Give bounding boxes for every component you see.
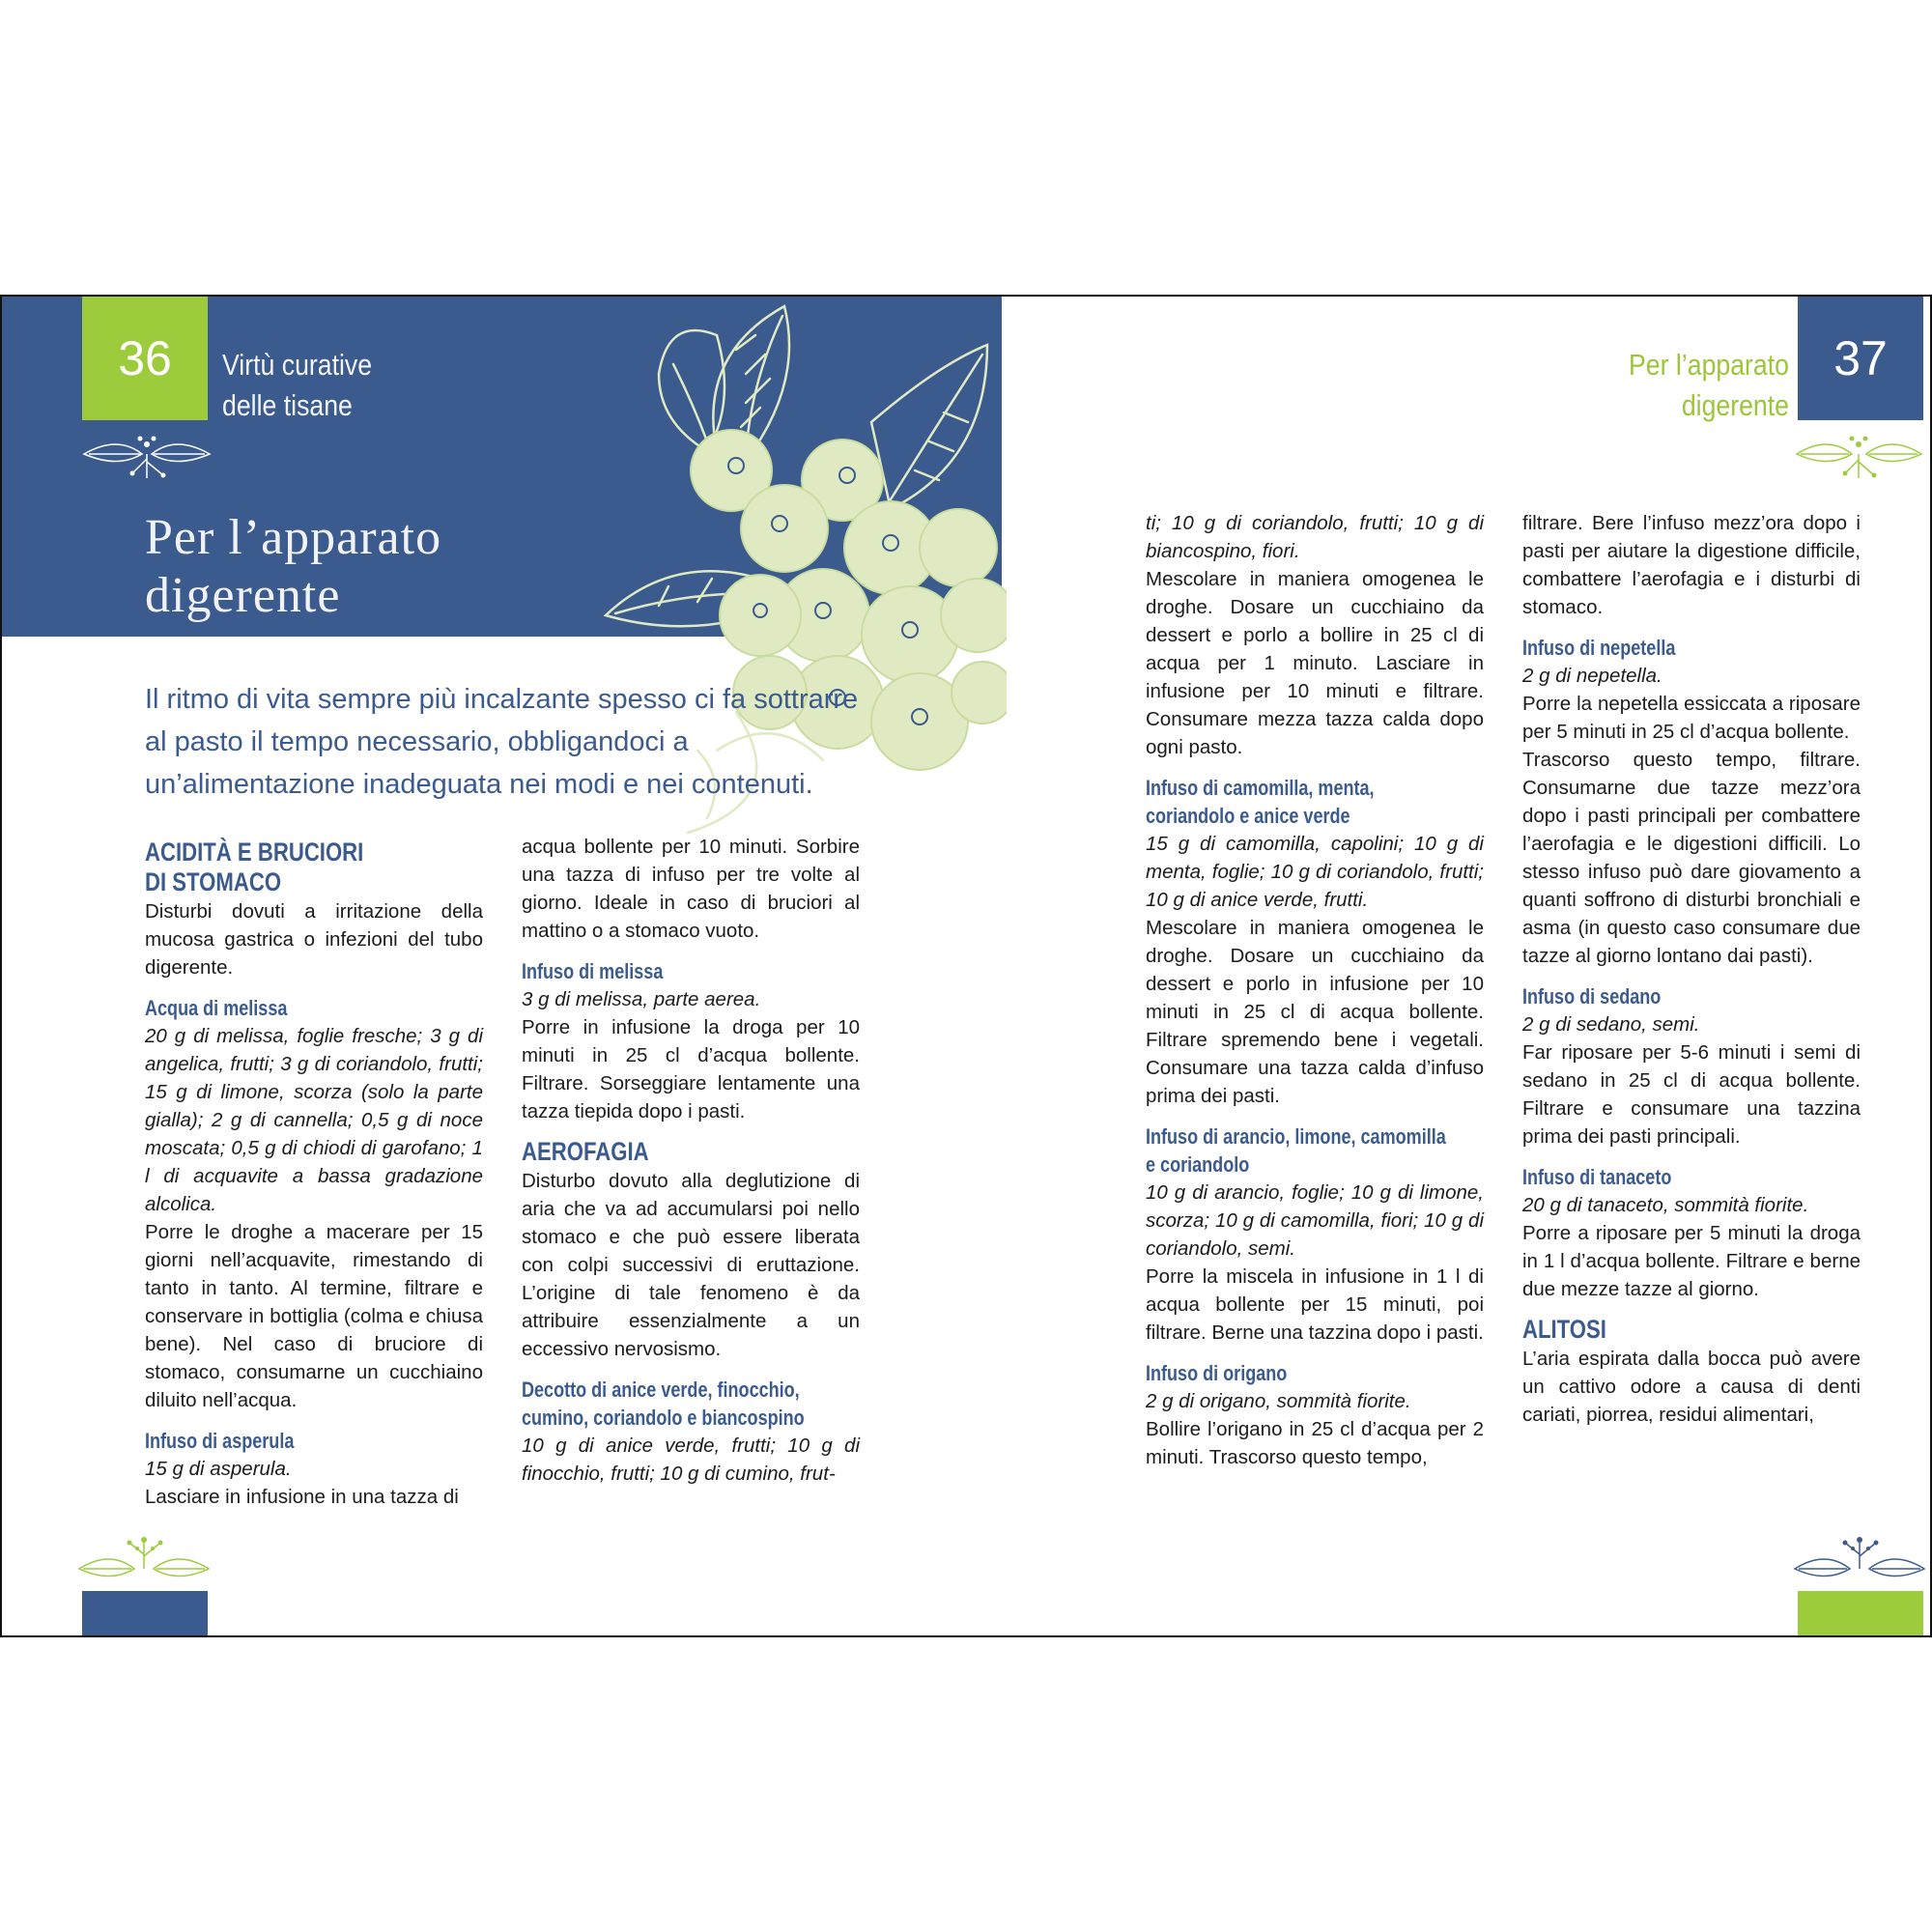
body-text: L’aria espirata dalla bocca può avere un cattivo odore a causa di denti cariati, piorrea, residui alimentari,: [1522, 1348, 1861, 1426]
body-text: Lasciare in infusione in una tazza di: [145, 1486, 459, 1508]
recipe-heading: Infuso di tanaceto: [1522, 1165, 1672, 1189]
body-text: Bollire l’origano in 25 cl d’acqua per 2 minuti. Trascorso questo tempo,: [1146, 1418, 1484, 1468]
chapter-title: [145, 509, 441, 625]
body-text: Porre le droghe a macerare per 15 giorni nell’acquavite, rimestando di tanto in tanto. Al termine, filtrare e conservare in bottiglia (colma e chiusa bene). Nel caso di bruciore di stomaco, consumarne un cucchiaino diluito nell’acqua.: [145, 1221, 483, 1411]
recipe-ingredients: 2 g di sedano, semi.: [1522, 1013, 1700, 1036]
recipe-heading: Infuso di melissa: [522, 959, 664, 983]
body-text: acqua bollente per 10 minuti. Sorbire una tazza di infuso per tre volte al giorno. Ideale in caso di bruciori al mattino o a stomaco vuoto.: [522, 836, 860, 942]
body-text: Porre la nepetella essiccata a riposare per 5 minuti in 25 cl d’acqua bollente.: [1522, 693, 1861, 743]
recipe-heading: Acqua di melissa: [145, 996, 288, 1020]
lead-paragraph: Il ritmo di vita sempre più incalzante spesso ci fa sottrarre al pasto il tempo necessario, obbligandoci a un’alimentazione inadeguata nei modi e nei contenuti.: [145, 684, 859, 800]
text-column-4: [1522, 509, 1861, 1429]
recipe-ingredients: 2 g di nepetella.: [1522, 665, 1662, 687]
recipe-heading: Infuso di nepetella: [1522, 636, 1676, 660]
page-number-left: 36: [82, 297, 208, 420]
running-head-line: Per l’apparato: [1629, 348, 1789, 382]
chapter-title-line: digerente: [145, 568, 341, 623]
running-head-left: [222, 345, 372, 426]
herb-ornament-icon: [1787, 1535, 1932, 1588]
book-spread: [0, 295, 1932, 1637]
text-column-1: [145, 838, 483, 1511]
chapter-title-line: Per l’apparato: [145, 510, 442, 565]
recipe-heading: Infuso di camomilla, menta, coriandolo e anice verde: [1146, 776, 1375, 828]
body-text: Disturbo dovuto alla deglutizione di aria che va ad accumularsi poi nello stomaco e che può essere liberata con colpi successivi di eruttazione. L’origine di tale fenomeno è da attribuire essenzialmente a un eccessivo nervosismo.: [522, 1170, 860, 1360]
text-column-3: [1146, 509, 1484, 1471]
recipe-heading: Infuso di origano: [1146, 1361, 1288, 1385]
recipe-ingredients: 10 g di anice verde, frutti; 10 g di finocchio, frutti; 10 g di cumino, frut-: [522, 1435, 860, 1485]
body-text: Porre la miscela in infusione in 1 l di acqua bollente per 15 minuti, poi filtrare. Berne una tazzina dopo i pasti.: [1146, 1265, 1484, 1344]
body-text: Trascorso questo tempo, filtrare. Consumarne due tazze mezz’ora dopo i pasti principali per combattere l’aerofagia e le digestioni difficili. Lo stesso infuso può dare giovamento a quanti soffrono di disturbi bronchiali e asma (in questo caso consumare due tazze al giorno lontano dai pasti).: [1522, 749, 1861, 967]
footer-block-left: [82, 1591, 208, 1637]
body-text: Porre a riposare per 5 minuti la droga in 1 l d’acqua bollente. Filtrare e berne due mezze tazze al giorno.: [1522, 1222, 1861, 1300]
recipe-heading: Infuso di asperula: [145, 1429, 295, 1453]
body-text: Porre in infusione la droga per 10 minuti in 25 cl d’acqua bollente. Filtrare. Sorseggiare lentamente una tazza tiepida dopo i pasti.: [522, 1016, 860, 1122]
section-heading-alitosi: ALITOSI: [1522, 1315, 1606, 1344]
running-head-line: delle tisane: [222, 388, 353, 422]
recipe-heading: Decotto di anice verde, finocchio, cumino, coriandolo e biancospino: [522, 1378, 805, 1430]
body-text: filtrare. Bere l’infuso mezz’ora dopo i pasti per aiutare la digestione difficile, combattere l’aerofagia e i disturbi di stomaco.: [1522, 512, 1861, 618]
herb-ornament-icon: [71, 1535, 216, 1588]
recipe-ingredients: 20 g di melissa, foglie fresche; 3 g di angelica, frutti; 3 g di coriandolo, frutti; 15 g di limone, scorza (solo la parte gialla); 2 g di cannella; 0,5 g di noce moscata; 0,5 g di chiodi di garofano; 1 l di acquavite a bassa gradazione alcolica.: [145, 1025, 483, 1215]
body-text: Mescolare in maniera omogenea le droghe. Dosare un cucchiaino da dessert e porlo a bollire in 25 cl di acqua per 1 minuto. Lasciare in infusione per 10 minuti e filtrare. Consumare mezza tazza calda dopo ogni pasto.: [1146, 568, 1484, 758]
herb-ornament-icon: [74, 425, 219, 481]
footer-block-right: [1798, 1591, 1923, 1637]
recipe-ingredients: 15 g di camomilla, capolini; 10 g di menta, foglie; 10 g di coriandolo, frutti; 10 g di anice verde, frutti.: [1146, 833, 1484, 911]
recipe-ingredients: ti; 10 g di coriandolo, frutti; 10 g di biancospino, fiori.: [1146, 512, 1484, 562]
recipe-ingredients: 3 g di melissa, parte aerea.: [522, 988, 761, 1010]
page-number-right: 37: [1798, 297, 1923, 420]
running-head-right: [1581, 345, 1789, 426]
recipe-heading: Infuso di arancio, limone, camomilla e coriandolo: [1146, 1124, 1446, 1177]
running-head-line: Virtù curative: [222, 348, 373, 382]
recipe-ingredients: 10 g di arancio, foglie; 10 g di limone, scorza; 10 g di camomilla, fiori; 10 g di coriandolo, semi.: [1146, 1181, 1484, 1260]
herb-ornament-icon: [1789, 425, 1929, 481]
running-head-line: digerente: [1681, 388, 1789, 422]
recipe-ingredients: 20 g di tanaceto, sommità fiorite.: [1522, 1194, 1809, 1216]
recipe-ingredients: 2 g di origano, sommità fiorite.: [1146, 1390, 1411, 1412]
recipe-heading: Infuso di sedano: [1522, 984, 1662, 1009]
section-heading-aerofagia: AEROFAGIA: [522, 1137, 649, 1166]
body-text: Far riposare per 5-6 minuti i semi di sedano in 25 cl di acqua bollente. Filtrare e consumare una tazzina prima dei pasti principali.: [1522, 1041, 1861, 1148]
recipe-ingredients: 15 g di asperula.: [145, 1458, 292, 1480]
section-heading-acidita: ACIDITÀ E BRUCIORI DI STOMACO: [145, 838, 364, 896]
body-text: Disturbi dovuti a irritazione della mucosa gastrica o infezioni del tubo digerente.: [145, 900, 483, 979]
text-column-2: [522, 833, 860, 1488]
body-text: Mescolare in maniera omogenea le droghe. Dosare un cucchiaino da dessert e porlo in infusione per 10 minuti in 25 cl di acqua bollente. Filtrare spremendo bene i vegetali. Consumare una tazza calda d’infuso prima dei pasti.: [1146, 917, 1484, 1107]
